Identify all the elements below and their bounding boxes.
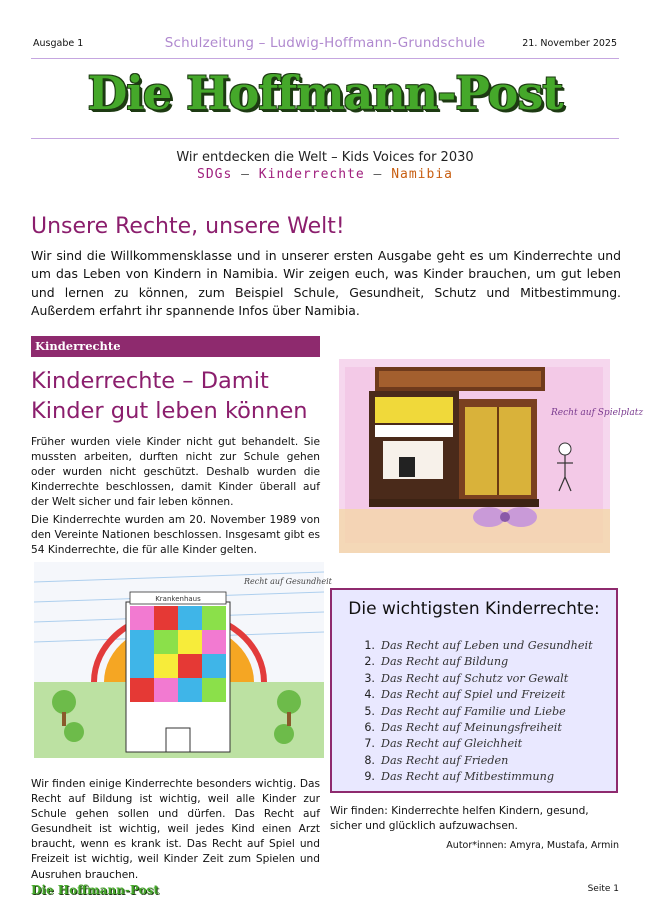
article-paragraph-2: Die Kinderrechte wurden am 20. November 1989 von den Vereinte Nationen beschlossen. Insgesamt gibt es 54 Kinderrechte, die für alle Kinder gelten. — [31, 514, 320, 557]
tag-kinderrechte: Kinderrechte — [258, 167, 365, 182]
drawing-playground — [339, 359, 644, 553]
rights-item-number: 7. — [364, 737, 375, 751]
masthead-rule — [31, 138, 619, 139]
conclusion-text: Wir finden: Kinderrechte helfen Kindern, gesund, sicher und glücklich aufzuwachsen. — [330, 805, 589, 833]
lead-title: Unsere Rechte, unsere Welt! — [31, 214, 345, 239]
rights-item-text: Das Recht auf Frieden — [381, 753, 509, 767]
page-header — [31, 34, 619, 56]
rights-item-text: Das Recht auf Bildung — [381, 655, 509, 669]
rights-item-number: 6. — [364, 720, 375, 734]
drawing-hospital — [34, 562, 332, 758]
article-paragraph-3: Wir finden einige Kinderrechte besonders wichtig. Das Recht auf Bildung ist wichtig, weil alle Kinder zur Schule gehen sollen und dürfen. Das Recht auf Gesundheit ist wichtig, weil jedes Kind einen Arzt braucht, wenn es krank ist. Das Recht auf Spiel und Freizeit ist wichtig, weil Kinder Zeit zum Spielen und Ausruhen brauchen. — [31, 778, 320, 881]
authors-line: Autor*innen: Amyra, Mustafa, Armin — [446, 840, 619, 851]
article-paragraph-1: Früher wurden viele Kinder nicht gut behandelt. Sie mussten arbeiten, durften nicht zur Schule gehen oder wurden nicht geschützt. Deshalb wurden die Kinderrechte beschlossen, damit Kinder überall auf der Welt sicher und fair leben können. — [31, 436, 320, 509]
rights-list-item — [354, 737, 593, 753]
footer-brand: Die Hoffmann-Post — [31, 883, 159, 897]
article-title-line-2: Kinder gut leben können — [31, 398, 308, 424]
rights-item-number: 1. — [364, 639, 375, 652]
rights-list-item — [354, 754, 593, 770]
article-title-line-1: Kinderrechte – Damit — [31, 368, 269, 394]
rights-item-text: Das Recht auf Mitbestimmung — [381, 770, 554, 784]
rights-item-number: 2. — [364, 655, 375, 669]
rights-item-number: 3. — [364, 671, 375, 685]
drawing-caption-hospital: Recht auf Gesundheit — [244, 577, 332, 586]
rights-list-item — [354, 639, 593, 655]
tag-sdgs: SDGs — [197, 167, 233, 182]
drawing-sign-krankenhaus: Krankenhaus — [155, 595, 201, 603]
rights-item-text: Das Recht auf Meinungsfreiheit — [381, 720, 562, 734]
section-label-bar — [31, 336, 320, 357]
masthead-title: Die Hoffmann-Post — [87, 66, 563, 120]
rights-item-number: 4. — [364, 688, 375, 702]
rights-list — [354, 639, 593, 787]
tag-separator: – — [364, 167, 392, 182]
article-title — [31, 366, 331, 426]
subtitle-line: Wir entdecken die Welt – Kids Voices for 2030 — [176, 150, 474, 165]
header-rule — [31, 58, 619, 59]
rights-item-text: Das Recht auf Gleichheit — [381, 737, 523, 751]
issue-label: Ausgabe 1 — [33, 38, 84, 49]
rights-list-item — [354, 721, 593, 737]
rights-item-number: 8. — [364, 753, 375, 767]
section-label: Kinderrechte — [35, 339, 121, 353]
drawing-caption-playground: Recht auf Spielplatz — [551, 408, 644, 418]
rights-list-item — [354, 672, 593, 688]
page-number: Seite 1 — [587, 884, 619, 894]
issue-date: 21. November 2025 — [522, 38, 617, 49]
rights-box-title: Die wichtigsten Kinderrechte: — [348, 599, 600, 619]
rights-item-text: Das Recht auf Familie und Liebe — [381, 704, 566, 718]
tag-separator: – — [232, 167, 259, 182]
rights-list-item — [354, 655, 593, 671]
school-name: Schulzeitung – Ludwig-Hoffmann-Grundschule — [164, 35, 486, 51]
rights-item-number: 5. — [364, 704, 375, 718]
lead-text: Wir sind die Willkommensklasse und in unserer ersten Ausgabe geht es um Kinderrechte und um das Leben von Kindern in Namibia. Wir zeigen euch, was Kinder brauchen, um gut leben und lernen zu können, zum Beispiel Schule, Gesundheit, Schutz und Mitbestimmung. Außerdem erfahrt ihr spannende Infos über Namibia. — [31, 248, 621, 318]
rights-item-text: Das Recht auf Spiel und Freizeit — [381, 688, 566, 702]
rights-list-item — [354, 770, 593, 786]
rights-box — [330, 588, 618, 793]
rights-item-text: Das Recht auf Leben und Gesundheit — [381, 639, 593, 652]
rights-item-text: Das Recht auf Schutz vor Gewalt — [381, 671, 569, 685]
topic-tags — [0, 167, 650, 182]
rights-list-item — [354, 705, 593, 721]
tag-namibia: Namibia — [391, 167, 453, 182]
rights-list-item — [354, 688, 593, 704]
rights-item-number: 9. — [364, 770, 375, 784]
